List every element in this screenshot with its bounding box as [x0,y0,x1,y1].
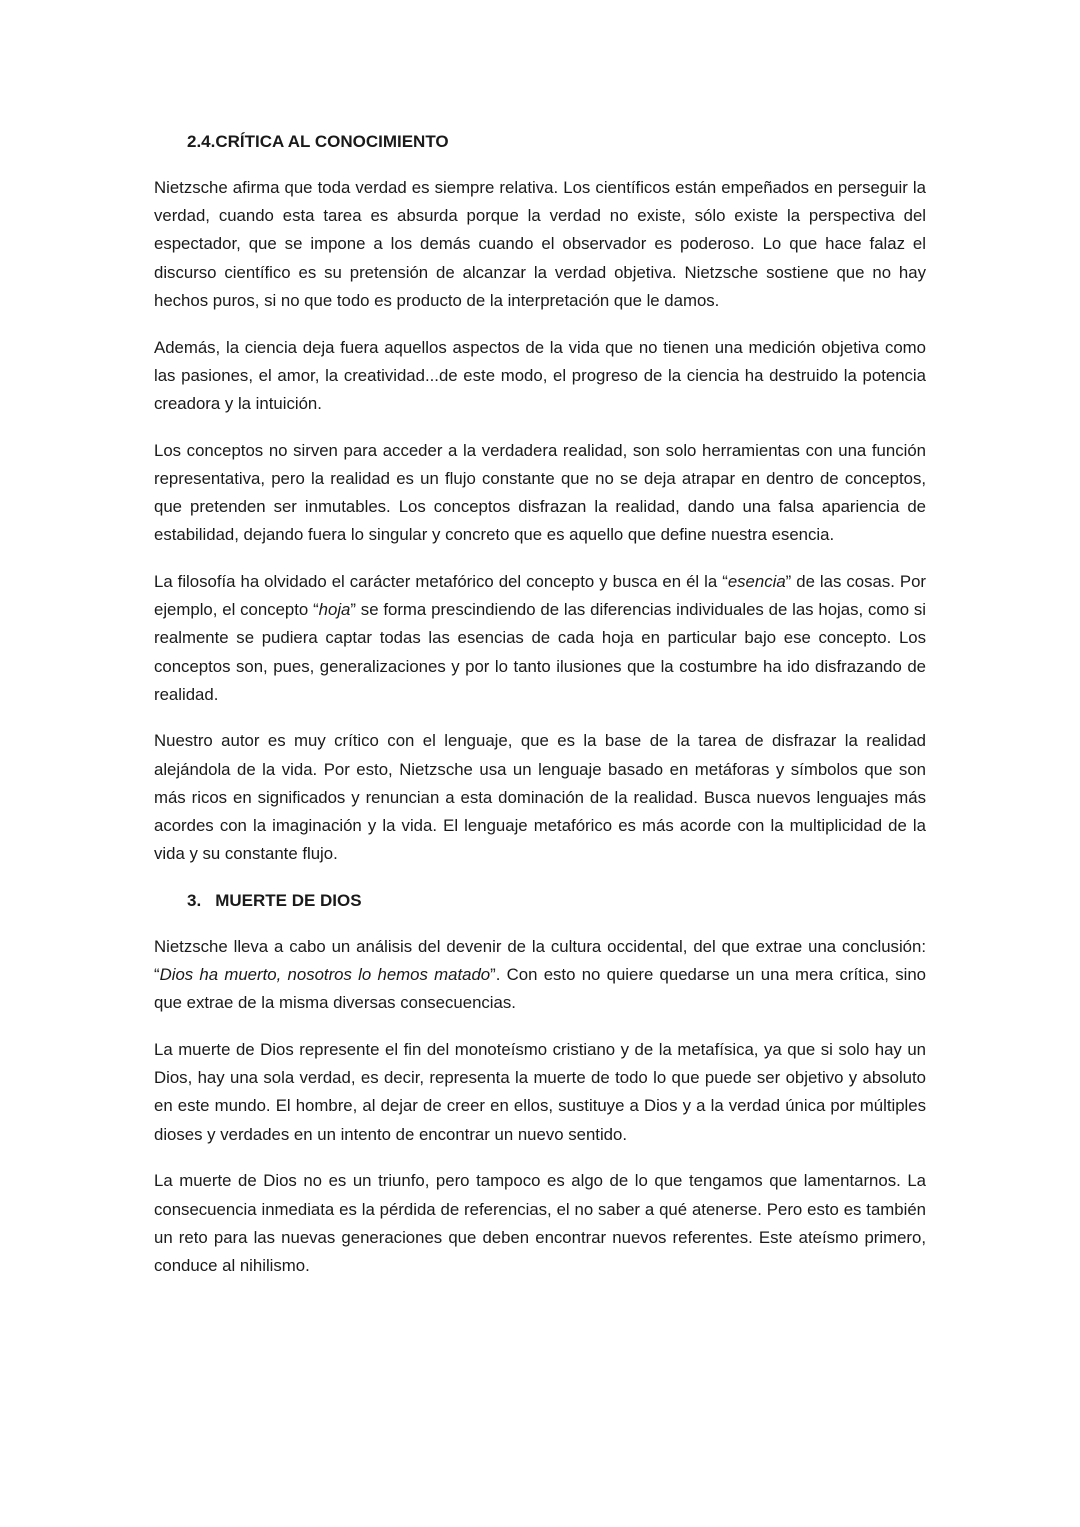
paragraph: Nuestro autor es muy crítico con el lenguaje, que es la base de la tarea de disfrazar la realidad alejándola de la vida. Por esto, Nietzsche usa un lenguaje basado en metáforas y símbolos que son más ricos en significados y renuncian a esta dominación de la realidad. Busca nuevos lenguajes más acordes con la imaginación y la vida. El lenguaje metafórico es más acorde con la multiplicidad de la vida y su constante flujo. [154,731,926,864]
paragraph: La muerte de Dios represente el fin del monoteísmo cristiano y de la metafísica, ya que si solo hay un Dios, hay una sola verdad, es decir, representa la muerte de todo lo que puede ser objetivo y absoluto en este mundo. El hombre, al dejar de creer en ellos, sustituye a Dios y a la verdad única por múltiples dioses y verdades en un intento de encontrar un nuevo sentido. [154,1040,926,1144]
section-heading-3 [187,887,926,915]
text-run: La filosofía ha olvidado el carácter metafórico del concepto y busca en él la “ [154,571,728,591]
italic-term: hoja [318,600,351,620]
text-run: ”. Con esto no quiere quedarse un una mera crítica, sino que extrae de la misma diversas consecuencias. [154,965,926,1013]
section-title: CRÍTICA AL CONOCIMIENTO [215,132,449,151]
paragraph: Nietzsche afirma que toda verdad es siempre relativa. Los científicos están empeñados en perseguir la verdad, cuando esta tarea es absurda porque la verdad no existe, sólo existe la perspectiva del espectador, que se impone a los demás cuando el observador es poderoso. Lo que hace falaz el discurso científico es su pretensión de alcanzar la verdad objetiva. Nietzsche sostiene que no hay hechos puros, si no que todo es producto de la interpretación que le damos. [154,178,926,310]
text-run: ” se forma prescindiendo de las diferencias individuales de las hojas, como si realmente se pudiera captar todas las esencias de cada hoja en particular bajo ese concepto. Los conceptos son, pues, generalizaciones y por lo tanto ilusiones que la costumbre ha ido disfrazando de realidad. [154,600,926,704]
section-number: 3. [187,890,202,910]
paragraph-quote [154,933,926,1018]
italic-term: esencia [727,571,786,591]
section-title: MUERTE DE DIOS [215,890,362,910]
italic-quote: Dios ha muerto, nosotros lo hemos matado [159,965,491,985]
paragraph: La muerte de Dios no es un triunfo, pero tampoco es algo de lo que tengamos que lamentarnos. La consecuencia inmediata es la pérdida de referencias, el no saber a qué atenerse. Pero esto es también un reto para las nuevas generaciones que deben encontrar nuevos referentes. Este ateísmo primero, conduce al nihilismo. [154,1171,926,1275]
section-heading-2-4 [187,128,926,156]
text-run: Nietzsche lleva a cabo un análisis del devenir de la cultura occidental, del que extrae una conclusión: “ [154,936,926,985]
document-page [154,128,926,1299]
paragraph: Los conceptos no sirven para acceder a la verdadera realidad, son solo herramientas con una función representativa, pero la realidad es un flujo constante que no se deja atrapar en dentro de conceptos, que pretenden ser inmutables. Los conceptos disfrazan la realidad, dando una falsa apariencia de estabilidad, dejando fuera lo singular y concreto que es aquello que define nuestra esencia. [154,440,926,545]
text-run: ” de las cosas. Por ejemplo, el concepto “ [154,571,926,620]
paragraph: Además, la ciencia deja fuera aquellos aspectos de la vida que no tienen una medición objetiva como las pasiones, el amor, la creatividad...de este modo, el progreso de la ciencia ha destruido la potencia creadora y la intuición. [154,337,926,413]
section-number: 2.4. [187,132,216,151]
paragraph-esencia [154,568,926,709]
